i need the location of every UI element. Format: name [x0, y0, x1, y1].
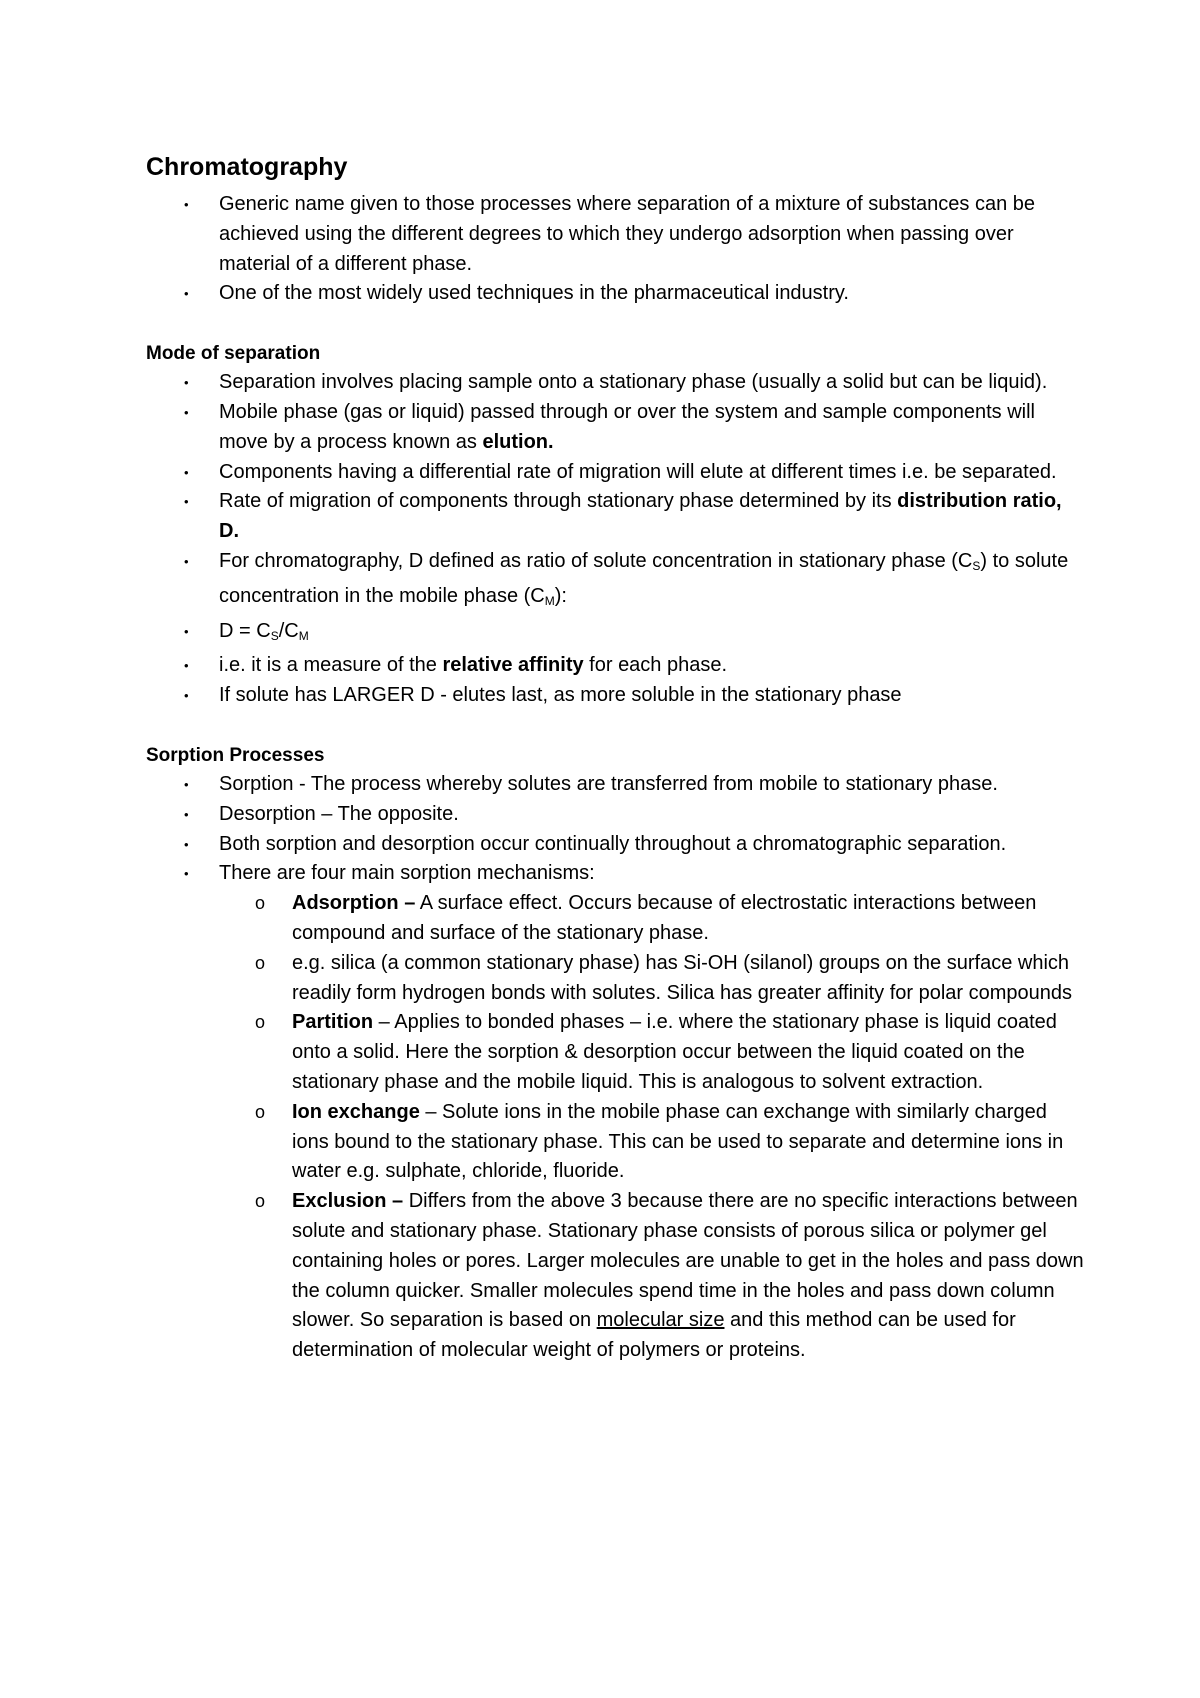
page-title: Chromatography — [146, 153, 348, 181]
sorption-bullet-3: Both sorption and desorption occur continually throughout a chromatographic separation. — [219, 832, 1007, 855]
adsorption-text: A surface effect. Occurs because of electrostatic interactions between compound and surface of the stationary phase. — [292, 892, 1037, 944]
subscript-m: M — [544, 593, 555, 608]
mode-bullet-5-a: For chromatography, D defined as ratio of solute concentration in stationary phase (C — [219, 549, 973, 572]
sorption-bullet-4: There are four main sorption mechanisms: — [219, 862, 595, 885]
mode-bullet-7-post: for each phase. — [583, 654, 728, 677]
mode-bullet-3: Components having a differential rate of migration will elute at different times i.e. be separated. — [219, 460, 1057, 483]
list-item — [146, 368, 1086, 398]
mode-bullet-4-text: Rate of migration of components through stationary phase determined by its — [219, 490, 898, 513]
sub-list-item — [219, 1008, 1086, 1097]
sorption-bullet-1: Sorption - The process whereby solutes are transferred from mobile to stationary phase. — [219, 772, 998, 795]
term-exclusion: Exclusion – — [292, 1190, 404, 1213]
intro-bullet-1: Generic name given to those processes where separation of a mixture of substances can be achieved using the different degrees to which they undergo adsorption when passing over material of a different phase. — [219, 193, 1036, 275]
list-item — [146, 458, 1086, 488]
term-molecular-size: molecular size — [596, 1309, 725, 1332]
sub-list-item — [219, 1187, 1086, 1366]
term-relative-affinity: relative affinity — [442, 654, 584, 677]
list-item — [146, 830, 1086, 860]
silica-example-text: e.g. silica (a common stationary phase) has Si-OH (silanol) groups on the surface which readily form hydrogen bonds with solutes. Silica has greater affinity for polar compounds — [292, 951, 1073, 1004]
mode-bullet-1: Separation involves placing sample onto a stationary phase (usually a solid but can be liquid). — [219, 371, 1048, 394]
subscript-m: M — [298, 628, 309, 643]
list-item — [146, 190, 1086, 279]
intro-bullet-2: One of the most widely used techniques in the pharmaceutical industry. — [219, 282, 849, 305]
intro-list — [146, 190, 1086, 309]
list-item — [146, 859, 1086, 1366]
term-partition: Partition — [292, 1011, 374, 1034]
list-item — [146, 279, 1086, 309]
formula-a: D = C — [219, 619, 271, 642]
list-item — [146, 770, 1086, 800]
mode-bullet-5-c: ): — [554, 584, 567, 607]
sub-list-item — [219, 1098, 1086, 1187]
ion-exchange-text: – Solute ions in the mobile phase can exchange with similarly charged ions bound to the stationary phase. This can be used to separate and determine ions in water e.g. sulphate, chloride, fluoride. — [292, 1100, 1064, 1183]
section-heading-mode: Mode of separation — [146, 343, 321, 365]
spacer — [146, 309, 1086, 339]
exclusion-text-b: and this method can be used for determination of molecular weight of polymers or proteins. — [292, 1309, 1016, 1362]
subscript-s: S — [270, 628, 279, 643]
sorption-list — [146, 770, 1086, 1366]
list-item — [146, 651, 1086, 681]
mechanism-list — [219, 889, 1086, 1366]
formula-b: /C — [278, 619, 299, 642]
term-ion-exchange: Ion exchange — [292, 1100, 420, 1123]
term-distribution-ratio: distribution ratio, D. — [219, 490, 1062, 543]
section-heading-sorption: Sorption Processes — [146, 744, 325, 766]
list-item — [146, 398, 1086, 458]
mode-bullet-5-b: ) to solute concentration in the mobile phase (C — [219, 549, 1069, 607]
list-item — [146, 547, 1086, 617]
exclusion-text-a: Differs from the above 3 because there are no specific interactions between solute and stationary phase. Stationary phase consists of porous silica or polymer gel containing holes or pores. Larger molecules are unable to get in the holes and pass down the column quicker. Smaller molecules spend time in the holes and pass down column slower. So separation is based on — [292, 1190, 1084, 1332]
partition-text: – Applies to bonded phases – i.e. where the stationary phase is liquid coated onto a solid. Here the sorption & desorption occur between the liquid coated on the stationary phase and the mobile liquid. This is analogous to solvent extraction. — [292, 1011, 1057, 1093]
subscript-s: S — [972, 558, 981, 573]
mode-bullet-2-text: Mobile phase (gas or liquid) passed through or over the system and sample components will move by a process known as — [219, 400, 1035, 453]
mode-bullet-7-pre: i.e. it is a measure of the — [219, 654, 443, 677]
term-adsorption: Adsorption – — [292, 892, 416, 915]
sub-list-item — [219, 889, 1086, 949]
sub-list-item — [219, 949, 1086, 1009]
spacer — [146, 711, 1086, 741]
document-content — [146, 150, 1086, 1366]
list-item — [146, 681, 1086, 711]
mode-list — [146, 368, 1086, 711]
list-item — [146, 487, 1086, 547]
list-item — [146, 800, 1086, 830]
mode-bullet-8: If solute has LARGER D - elutes last, as more soluble in the stationary phase — [219, 684, 902, 707]
list-item — [146, 617, 1086, 652]
sorption-bullet-2: Desorption – The opposite. — [219, 802, 459, 825]
term-elution: elution. — [482, 430, 554, 453]
